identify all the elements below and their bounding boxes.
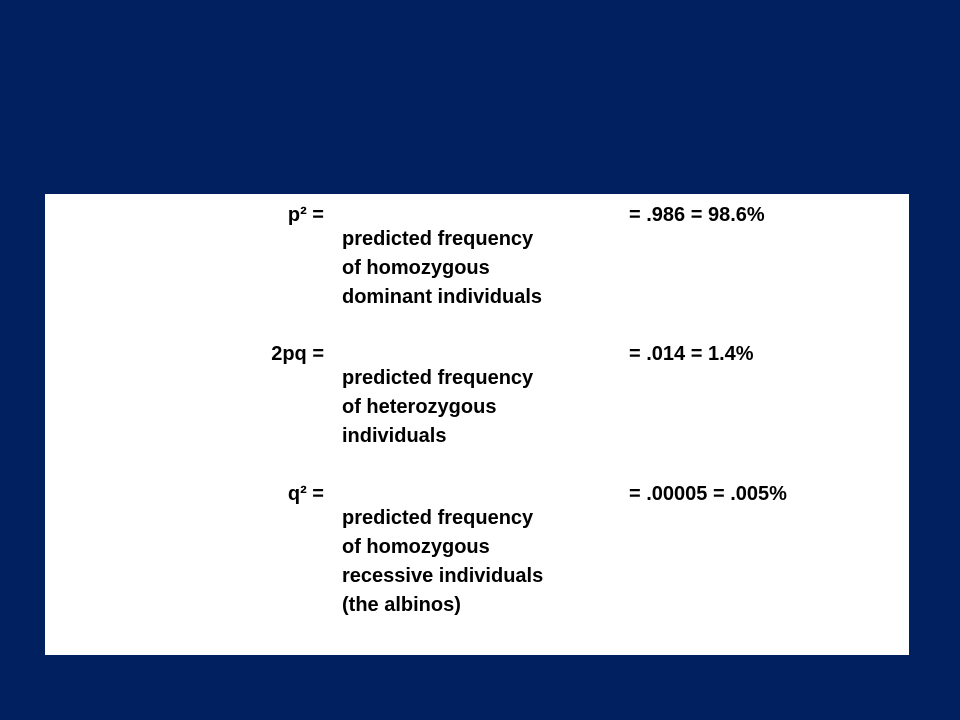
- frequency-description: [342, 364, 622, 451]
- description-line: of heterozygous: [342, 396, 497, 418]
- description-line: of homozygous: [342, 536, 490, 558]
- equation-value: = .014 = 1.4%: [629, 343, 754, 365]
- description-line: predicted frequency: [342, 507, 534, 529]
- frequency-description: [342, 225, 622, 312]
- frequency-description: [342, 504, 622, 620]
- description-line: predicted frequency: [342, 228, 534, 250]
- equation-value: = .986 = 98.6%: [629, 204, 765, 226]
- equation-value: = .00005 = .005%: [629, 483, 787, 505]
- equation-lhs: 2pq =: [271, 343, 324, 365]
- description-line: of homozygous: [342, 257, 490, 279]
- description-line: predicted frequency: [342, 367, 534, 389]
- equation-lhs: q² =: [287, 483, 324, 505]
- equation-lhs: p² =: [287, 204, 324, 226]
- description-line: recessive individuals: [342, 565, 544, 587]
- description-line: individuals: [342, 425, 447, 447]
- description-line: dominant individuals: [342, 286, 543, 308]
- description-line: (the albinos): [342, 594, 461, 616]
- content-panel: [45, 194, 909, 655]
